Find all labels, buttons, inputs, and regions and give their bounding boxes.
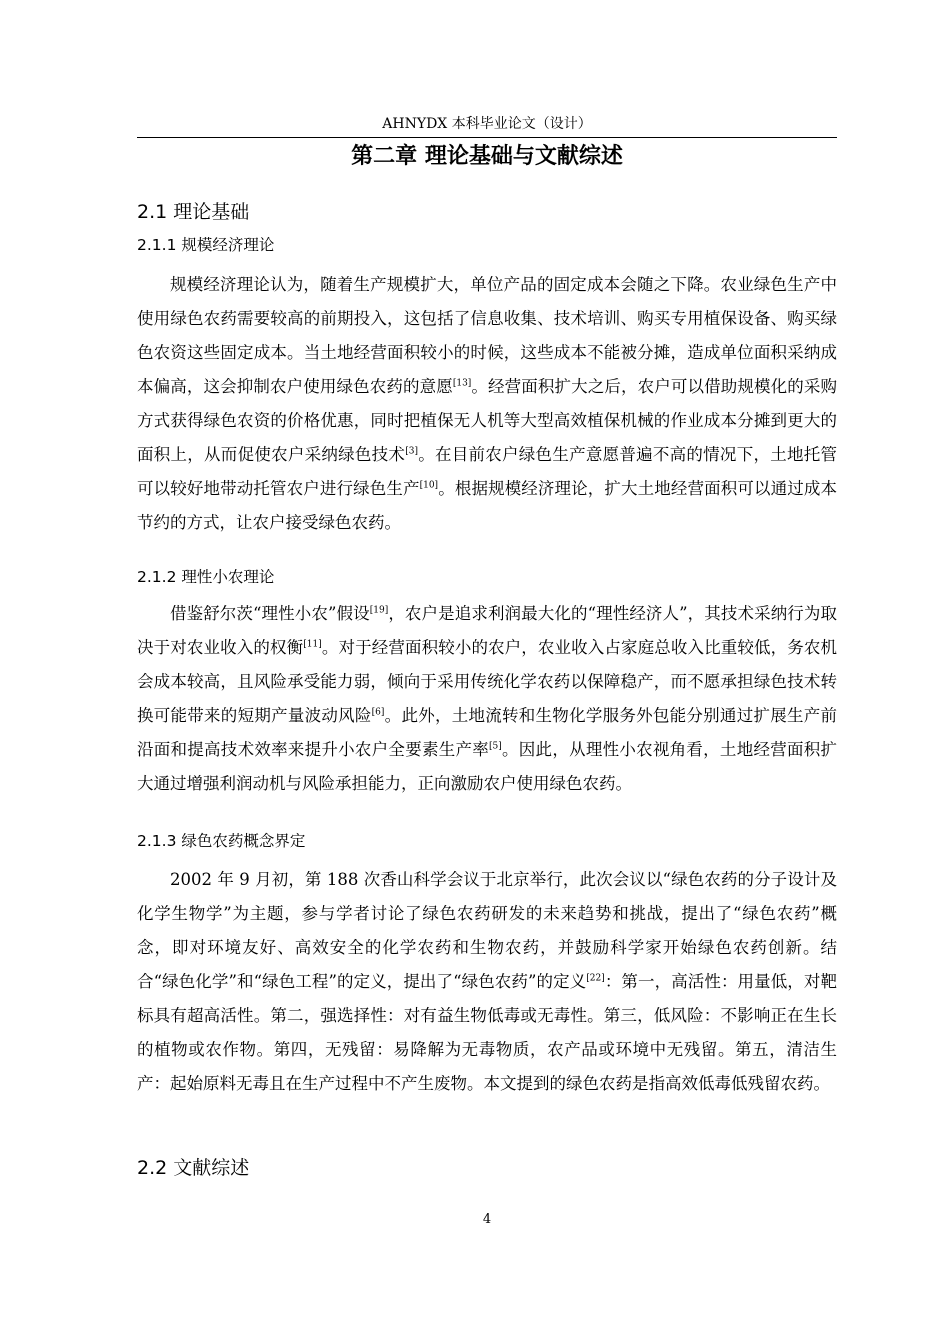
text-run: 借鉴舒尔茨“理性小农”假设 [170,604,370,623]
text-run: 2002 年 9 月初，第 188 次香山科学会议于北京举行，此次会议以“绿色农药的分子设计及化学生物学”为主题，参与学者讨论了绿色农药研发的未来趋势和挑战，提出了“绿色农药”概念，即对环境友好、高效安全的化学农药和生物农药，并鼓励科学家开始绿色农药创新。结合“绿色化学”和“绿色工程”的定义，提出了“绿色农药”的定义 [137,870,837,991]
citation: [3] [405,446,418,457]
text-run: 。经营面积扩大之后，农户可以借助规模化的采购方式获得绿色农资的价格优惠，同时把植保无人机等大型高效植保机械的作业成本分摊到更大的面积上，从而促使农户采纳绿色技术 [137,377,838,464]
section-heading-2-1-2: 2.1.2 理性小农理论 [137,568,275,586]
citation: [13] [452,378,472,389]
paragraph-2-1-1 [137,268,837,540]
header-rule [137,137,837,138]
paragraph-2-1-3 [137,863,837,1101]
text-run: 。对于经营面积较小的农户，农业收入占家庭总收入比重较低，务农机会成本较高，且风险承受能力弱，倾向于采用传统化学农药以保障稳产，而不愿承担绿色技术转换可能带来的短期产量波动风险 [137,638,838,725]
citation: [5] [489,741,502,752]
section-heading-2-1-1: 2.1.1 规模经济理论 [137,236,275,254]
section-heading-2-1-3: 2.1.3 绿色农药概念界定 [137,832,306,850]
citation: [10] [419,480,439,491]
text-run: 。在目前农户绿色生产意愿普遍不高的情况下，土地托管可以较好地带动托管农户进行绿色生产 [137,445,838,498]
citation: [22] [586,973,605,984]
text-run: 。根据规模经济理论，扩大土地经营面积可以通过成本节约的方式，让农户接受绿色农药。 [137,479,838,532]
section-heading-2-1: 2.1 理论基础 [137,201,250,223]
text-run: ，农户是追求利润最大化的“理性经济人”，其技术采纳行为取决于对农业收入的权衡 [137,604,838,657]
text-run: ：第一，高活性：用量低，对靶标具有超高活性。第二，强选择性：对有益生物低毒或无毒性。第三，低风险：不影响正在生长的植物或农作物。第四，无残留：易降解为无毒物质，农产品或环境中无残留。第五，清洁生产：起始原料无毒且在生产过程中不产生废物。本文提到的绿色农药是指高效低毒低残留农药。 [137,972,837,1093]
text-run: 。此外，土地流转和生物化学服务外包能分别通过扩展生产前沿面和提高技术效率来提升小农户全要素生产率 [137,706,838,759]
citation: [19] [369,605,389,616]
citation: [6] [371,707,385,718]
section-heading-2-2: 2.2 文献综述 [137,1157,250,1179]
page-number: 4 [482,1212,492,1227]
text-run: 规模经济理论认为，随着生产规模扩大，单位产品的固定成本会随之下降。农业绿色生产中使用绿色农药需要较高的前期投入，这包括了信息收集、技术培训、购买专用植保设备、购买绿色农资这些固定成本。当土地经营面积较小的时候，这些成本不能被分摊，造成单位面积采纳成本偏高，这会抑制农户使用绿色农药的意愿 [137,275,837,396]
running-header: AHNYDX 本科毕业论文（设计） [382,116,592,132]
citation: [11] [303,639,322,650]
chapter-title: 第二章 理论基础与文献综述 [351,144,623,169]
paragraph-2-1-2 [137,597,837,801]
text-run: 。因此，从理性小农视角看，土地经营面积扩大通过增强利润动机与风险承担能力，正向激励农户使用绿色农药。 [137,740,838,793]
